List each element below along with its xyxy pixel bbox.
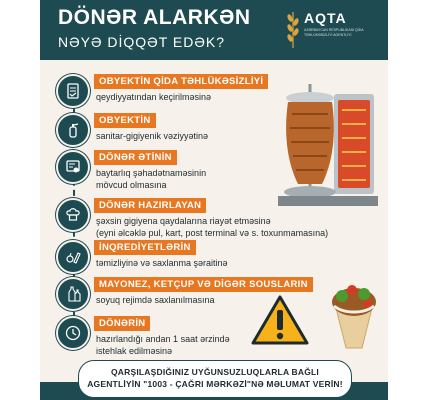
footer-line: AGENTLİYİN "1003 - ÇAĞRI MƏRKƏZİ"NƏ MƏLUMAT VERİN! — [87, 379, 343, 389]
item-tag: DÖNƏR HAZIRLAYAN — [94, 198, 206, 213]
item-tag: DÖNƏR ƏTİNİN — [94, 150, 177, 165]
item-desc: soyuq rejimdə saxlanılmasına — [96, 295, 215, 305]
header — [40, 0, 388, 60]
poster — [40, 0, 388, 400]
item-desc: istehlak edilməsinə — [96, 346, 173, 356]
fire-extinguisher-icon — [56, 113, 90, 147]
item-tag: OBYEKTİN — [94, 113, 156, 128]
logo-subtext: AZƏRBAYCAN RESPUBLİKASI QİDA TƏHLÜKƏSİZLİYİ AGENTLİYİ — [304, 28, 364, 37]
footer-callout — [78, 360, 352, 398]
item-desc: baytarlıq şəhadətnaməsinin — [96, 168, 207, 178]
warning-icon — [250, 294, 310, 346]
item-desc: təmizliyinə və saxlanma şəraitinə — [96, 258, 228, 268]
clock-icon — [56, 316, 90, 350]
item-tag: OBYEKTİN QİDA TƏHLÜKƏSİZLİYİ — [94, 74, 268, 89]
item-desc: mövcud olmasına — [96, 180, 167, 190]
aqta-logo — [286, 8, 378, 54]
certificate-icon — [56, 150, 90, 184]
chef-icon — [56, 198, 90, 232]
item-desc: hazırlandığı andan 1 saat ərzində — [96, 334, 230, 344]
sauce-bottle-icon — [56, 277, 90, 311]
footer-line: QARŞILAŞDIĞINIZ UYĞUNSUZLUQLARLA BAĞLI — [111, 367, 319, 377]
doner-machine-illustration — [248, 80, 378, 210]
item-tag: İNQREDİYETLƏRİN — [94, 240, 196, 255]
ingredients-icon — [56, 240, 90, 274]
logo-text: AQTA — [304, 10, 347, 26]
item-tag: DÖNƏRİN — [94, 316, 150, 331]
item-tag: MAYONEZ, KETÇUP VƏ DİGƏR SOUSLARIN — [94, 277, 313, 292]
poster-title: DÖNƏR ALARKƏN — [58, 6, 251, 29]
wheat-icon — [286, 8, 300, 50]
doner-wrap-illustration — [328, 280, 380, 350]
item-desc: (eyni əlcəklə pul, kart, post terminal və s. toxunmamasına) — [96, 228, 329, 238]
item-desc: şəxsin gigiyena qaydalarına riayət etməsinə — [96, 216, 271, 226]
item-desc: qeydiyyatından keçirilməsinə — [96, 92, 212, 102]
item-desc: sanitar-gigiyenik vəziyyətinə — [96, 131, 209, 141]
poster-subtitle: NƏYƏ DİQQƏT EDƏK? — [58, 34, 226, 50]
document-check-icon — [56, 74, 90, 108]
